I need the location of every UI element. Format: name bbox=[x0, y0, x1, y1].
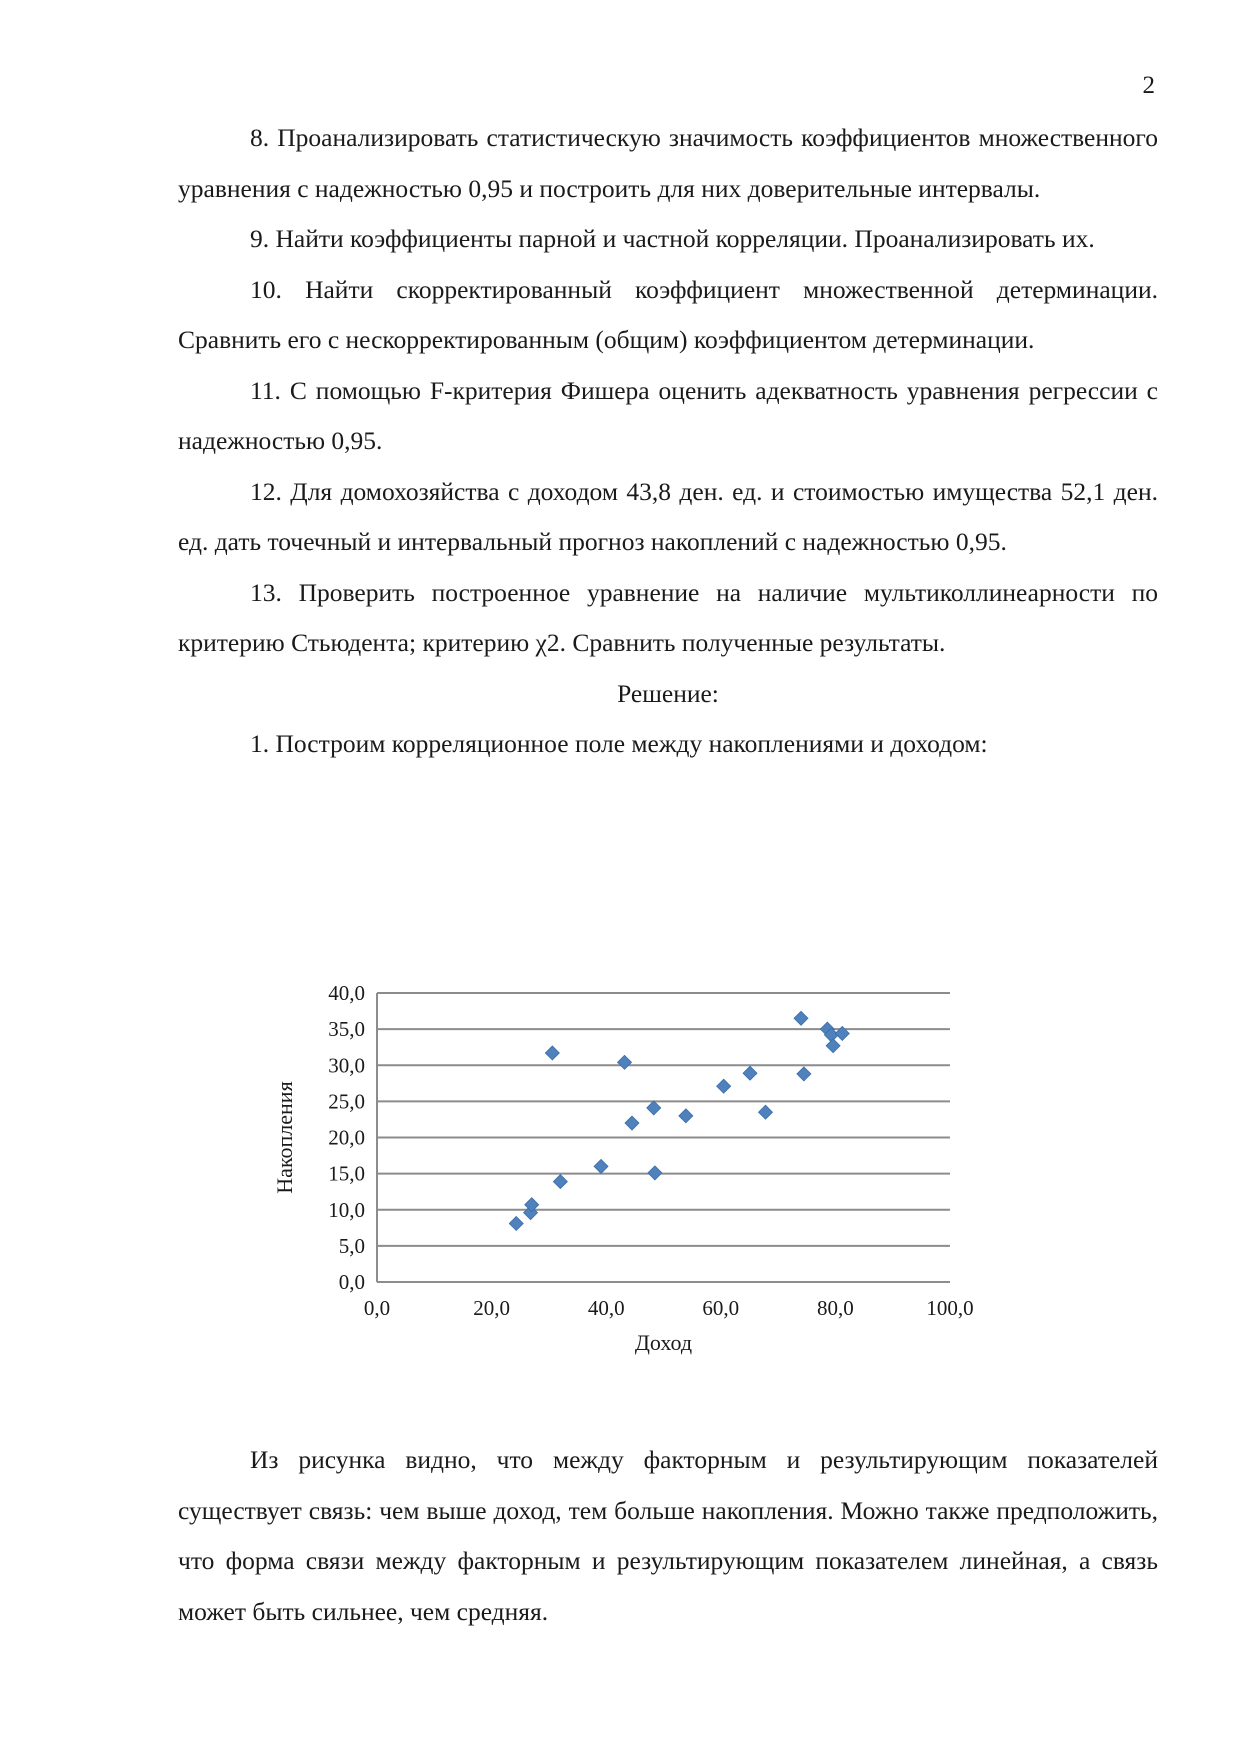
solution-step-1: 1. Построим корреляционное поле между накоплениями и доходом: bbox=[250, 729, 988, 758]
y-tick-label: 40,0 bbox=[328, 981, 365, 1005]
data-point bbox=[545, 1046, 559, 1060]
x-axis-label: Доход bbox=[634, 1330, 693, 1355]
data-point bbox=[648, 1166, 662, 1180]
data-point bbox=[758, 1105, 772, 1119]
task-item-11: 11. С помощью F-критерия Фишера оценить адекватность уравнения регрессии с надежностью 0,95. bbox=[178, 375, 1158, 455]
scatter-chart bbox=[270, 975, 990, 1405]
x-tick-label: 100,0 bbox=[926, 1296, 974, 1320]
data-point bbox=[509, 1216, 523, 1230]
task-item-10: 10. Найти скорректированный коэффициент множественной детерминации. Сравнить его с нескорректированным (общим) коэффициентом детерминации. bbox=[178, 274, 1158, 354]
data-point bbox=[743, 1066, 757, 1080]
y-tick-label: 35,0 bbox=[328, 1017, 365, 1042]
x-axis-ticks bbox=[364, 1296, 974, 1320]
data-point bbox=[594, 1159, 608, 1173]
conclusion-paragraph: Из рисунка видно, что между факторным и результирующим показателей существует связь: чем выше доход, тем больше накопления. Можно также предположить, что форма связи между факторным и результирующим показателем линейная, а связь может быть сильнее, чем средняя. bbox=[178, 1445, 1158, 1626]
x-tick-label: 20,0 bbox=[473, 1296, 510, 1320]
data-point bbox=[618, 1055, 632, 1069]
solution-heading: Решение: bbox=[617, 678, 719, 708]
data-point bbox=[717, 1079, 731, 1093]
chart-grid bbox=[377, 993, 950, 1282]
x-tick-label: 80,0 bbox=[817, 1296, 854, 1320]
task-item-13: 13. Проверить построенное уравнение на наличие мультиколлинеарности по критерию Стьюдента; критерию χ2. Сравнить полученные результаты. bbox=[178, 577, 1158, 657]
y-tick-label: 25,0 bbox=[328, 1089, 365, 1114]
y-tick-label: 30,0 bbox=[328, 1053, 365, 1078]
y-tick-label: 5,0 bbox=[338, 1233, 365, 1258]
task-item-9: 9. Найти коэффициенты парной и частной корреляции. Проанализировать их. bbox=[250, 224, 1095, 253]
task-list bbox=[178, 113, 1158, 770]
data-point bbox=[679, 1109, 693, 1123]
x-tick-label: 0,0 bbox=[363, 1296, 391, 1320]
y-axis-ticks bbox=[328, 981, 365, 1294]
x-tick-label: 60,0 bbox=[702, 1296, 740, 1320]
y-tick-label: 15,0 bbox=[328, 1161, 365, 1186]
data-point bbox=[794, 1011, 808, 1025]
conclusion-block bbox=[178, 1435, 1158, 1637]
data-points bbox=[509, 1011, 849, 1230]
task-item-12: 12. Для домохозяйства с доходом 43,8 ден. ед. и стоимостью имущества 52,1 ден. ед. дать точечный и интервальный прогноз накоплений с надежностью 0,95. bbox=[178, 476, 1158, 556]
y-tick-label: 20,0 bbox=[328, 1125, 365, 1150]
data-point bbox=[647, 1101, 661, 1115]
y-tick-label: 10,0 bbox=[328, 1197, 365, 1222]
x-tick-label: 40,0 bbox=[587, 1296, 625, 1320]
data-point bbox=[625, 1116, 639, 1130]
task-item-8: 8. Проанализировать статистическую значимость коэффициентов множественного уравнения с надежностью 0,95 и построить для них доверительные интервалы. bbox=[178, 123, 1158, 203]
y-axis-label: Накопления bbox=[272, 1081, 297, 1194]
data-point bbox=[553, 1175, 567, 1189]
y-tick-label: 0,0 bbox=[338, 1270, 365, 1294]
page-number: 2 bbox=[1142, 72, 1155, 99]
data-point bbox=[826, 1039, 840, 1053]
data-point bbox=[797, 1067, 811, 1081]
